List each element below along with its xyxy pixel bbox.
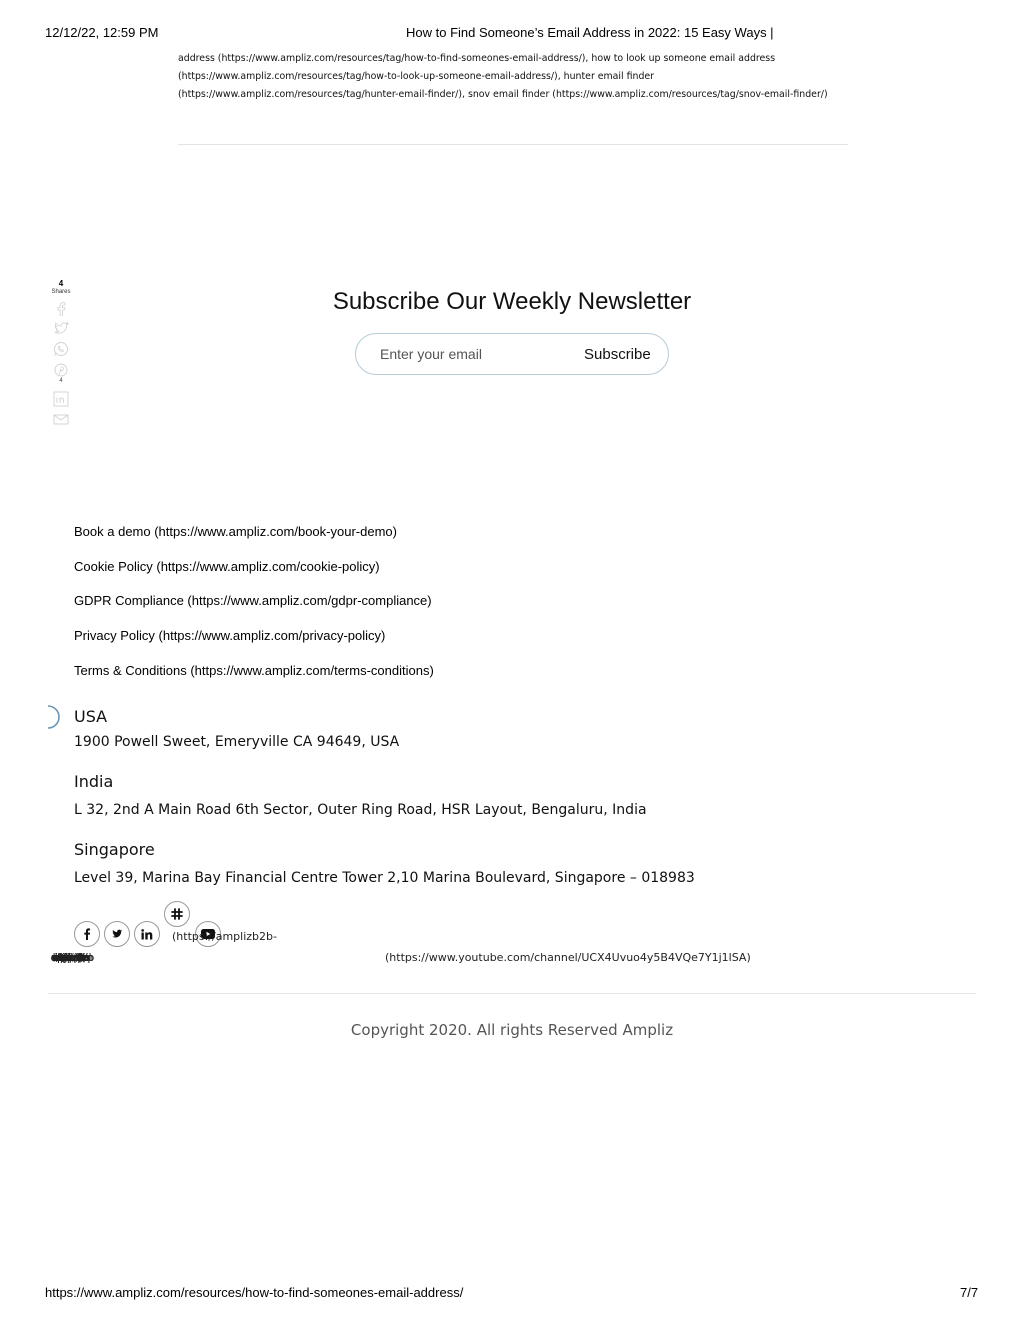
tag-links	[178, 50, 858, 104]
linkedin-icon[interactable]	[134, 921, 160, 947]
footer-link-privacy[interactable]: Privacy Policy (https://www.ampliz.com/privacy-policy)	[74, 628, 386, 644]
pinterest-share-count: 4	[59, 378, 63, 384]
footer-link-terms[interactable]: Terms & Conditions (https://www.ampliz.com/terms-conditions)	[74, 662, 434, 678]
print-page-title: How to Find Someone’s Email Address in 2022: 15 Easy Ways |	[406, 25, 774, 40]
print-datetime: 12/12/22, 12:59 PM	[45, 25, 159, 40]
divider	[48, 993, 976, 994]
location-address-usa: 1900 Powell Sweet, Emeryville CA 94649, USA	[74, 734, 400, 750]
whatsapp-icon[interactable]	[48, 341, 74, 357]
email-input[interactable]	[380, 345, 560, 363]
social-url-line1: (https://amplizb2b-	[172, 930, 277, 943]
social-url-youtube: (https://www.youtube.com/channel/UCX4Uvuo4y5B4VQe7Y1j1lSA)	[385, 951, 751, 964]
tag-line[interactable]: (https://www.ampliz.com/resources/tag/how-to-look-up-someone-email-address/), hunter email finder	[178, 71, 655, 82]
footer-link-cookie-policy[interactable]: Cookie Policy (https://www.ampliz.com/cookie-policy)	[74, 558, 380, 574]
footer-links	[74, 524, 434, 697]
loading-spinner-icon	[46, 704, 60, 730]
newsletter-form	[355, 333, 669, 375]
footer-link-book-demo[interactable]: Book a demo (https://www.ampliz.com/book-your-demo)	[74, 524, 397, 539]
subscribe-button[interactable]: Subscribe	[584, 346, 651, 363]
divider	[178, 144, 848, 145]
location-address-india: L 32, 2nd A Main Road 6th Sector, Outer Ring Road, HSR Layout, Bengaluru, India	[74, 802, 647, 818]
facebook-icon[interactable]	[74, 921, 100, 947]
newsletter-title: Subscribe Our Weekly Newsletter	[332, 288, 692, 315]
slack-icon[interactable]	[164, 901, 190, 927]
print-footer-url: https://www.ampliz.com/resources/how-to-find-someones-email-address/	[45, 1285, 464, 1300]
copyright-text: Copyright 2020. All rights Reserved Ampliz	[350, 1021, 674, 1039]
location-name-india: India	[74, 772, 114, 791]
twitter-icon[interactable]	[48, 322, 74, 335]
tag-line[interactable]: address (https://www.ampliz.com/resources/tag/how-to-find-someones-email-address/), how to look up someone email address	[178, 53, 776, 64]
tag-line[interactable]: (https://www.ampliz.com/resources/tag/hunter-email-finder/), snov email finder (https://www.ampliz.com/resources/tag/snov-email-finder/)	[178, 89, 828, 100]
footer-link-gdpr[interactable]: GDPR Compliance (https://www.ampliz.com/gdpr-compliance)	[74, 593, 432, 609]
linkedin-icon[interactable]	[48, 391, 74, 407]
twitter-icon[interactable]	[104, 921, 130, 947]
share-total-label: Shares	[51, 289, 71, 295]
location-name-singapore: Singapore	[74, 840, 155, 859]
email-icon[interactable]	[48, 413, 74, 425]
pinterest-icon[interactable]	[48, 363, 74, 377]
share-total-count: 4	[58, 279, 64, 288]
location-address-singapore: Level 39, Marina Bay Financial Centre Tower 2,10 Marina Boulevard, Singapore – 018983	[74, 870, 695, 886]
location-name-usa: USA	[74, 707, 108, 726]
print-page-number: 7/7	[960, 1285, 979, 1300]
